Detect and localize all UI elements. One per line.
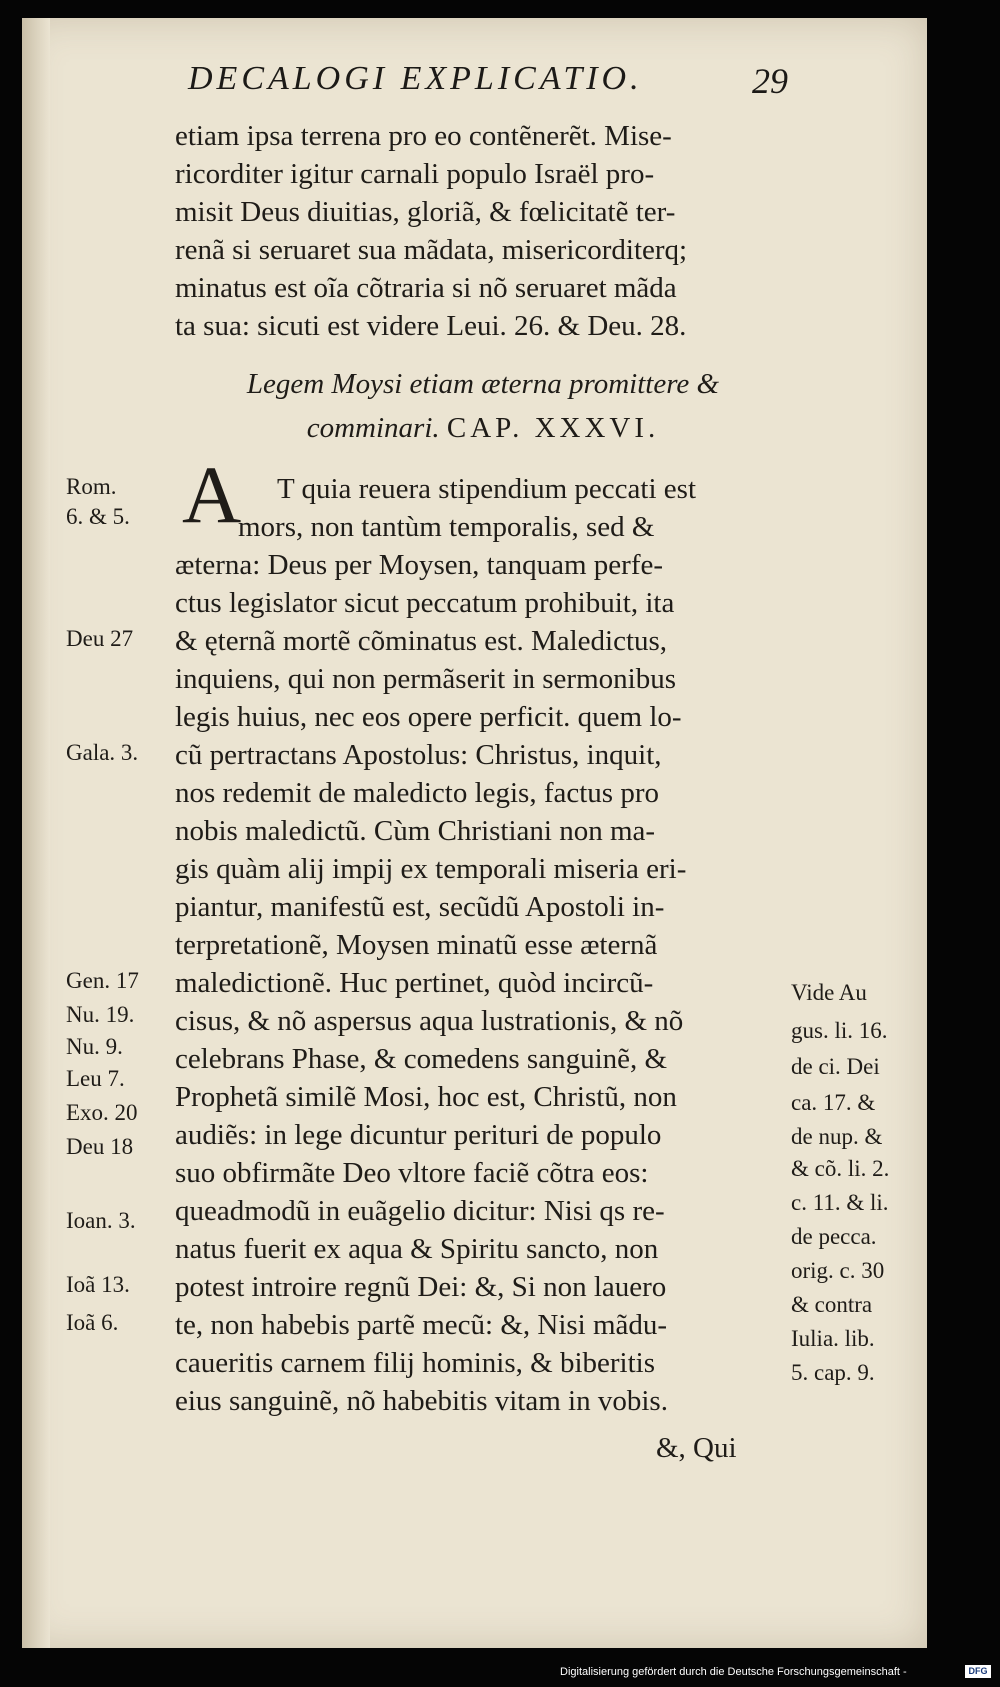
text-line: piantur, manifestũ est, secũdũ Apostoli in- (175, 891, 665, 923)
margin-note-right: de pecca. (791, 1224, 877, 1249)
margin-note-right: Iulia. lib. (791, 1326, 875, 1351)
text-line: queadmodũ in euãgelio dicitur: Nisi qs re- (175, 1195, 665, 1227)
drop-cap: A (182, 449, 242, 540)
chapter-title: Legem Moysi etiam æterna promittere & (246, 368, 720, 400)
chapter-title-line2 (178, 412, 788, 445)
text-line: celebrans Phase, & comedens sanguinẽ, & (175, 1043, 668, 1075)
text-line: legis huius, nec eos opere perficit. quem lo- (175, 701, 682, 733)
margin-ref-left: Ioã 6. (66, 1310, 119, 1335)
text-line: inquiens, qui non permãserit in sermonibus (175, 663, 676, 695)
margin-ref-left: Ioã 13. (66, 1272, 130, 1297)
text-line: maledictionẽ. Huc pertinet, quòd incircũ- (175, 967, 654, 999)
text-line: æterna: Deus per Moysen, tanquam perfe- (175, 549, 664, 581)
text-line: te, non habebis partẽ mecũ: &, Nisi mãdu- (175, 1309, 668, 1341)
margin-ref-left: 6. & 5. (66, 504, 130, 529)
text-line: gis quàm alij impij ex temporali miseria eri- (175, 853, 687, 885)
text-line: cisus, & nõ aspersus aqua lustrationis, & nõ (175, 1005, 684, 1037)
margin-note-right: de nup. & (791, 1124, 883, 1149)
text-line: mors, non tantùm temporalis, sed & (238, 511, 655, 543)
dfg-logo: DFG (965, 1665, 991, 1678)
chapter-title-end: comminari. (306, 412, 440, 444)
margin-ref-left: Nu. 9. (66, 1034, 123, 1059)
text-line: Prophetã similẽ Mosi, hoc est, Christũ, non (175, 1081, 677, 1113)
margin-note-right: de ci. Dei (791, 1054, 880, 1079)
text-line: nobis maledictũ. Cùm Christiani non ma- (175, 815, 656, 847)
margin-note-right: ca. 17. & (791, 1090, 876, 1115)
text-line: ta sua: sicuti est videre Leui. 26. & Deu. 28. (175, 310, 687, 342)
margin-note-right: & cõ. li. 2. (791, 1156, 890, 1181)
page-gutter (22, 18, 50, 1648)
margin-ref-left: Exo. 20 (66, 1100, 138, 1125)
text-line: ricorditer igitur carnali populo Israël pro- (175, 158, 655, 190)
running-head: DECALOGI EXPLICATIO. (188, 60, 643, 97)
margin-ref-left: Deu 18 (66, 1134, 134, 1159)
text-line: nos redemit de maledicto legis, factus pro (175, 777, 659, 809)
margin-ref-left: Rom. (66, 474, 117, 499)
text-line: minatus est oĩa cõtraria si nõ seruaret mãda (175, 272, 677, 304)
catchword: &, Qui (656, 1432, 737, 1464)
text-line: renã si seruaret sua mãdata, misericorditerq; (175, 234, 688, 266)
margin-note-right: c. 11. & li. (791, 1190, 889, 1215)
page-number: 29 (752, 61, 788, 101)
margin-note-right: 5. cap. 9. (791, 1360, 875, 1385)
text-line: natus fuerit ex aqua & Spiritu sancto, non (175, 1233, 659, 1265)
digitization-credit: Digitalisierung gefördert durch die Deutsche Forschungsgemeinschaft - (560, 1666, 907, 1678)
margin-note-right: orig. c. 30 (791, 1258, 885, 1283)
margin-ref-left: Nu. 19. (66, 1002, 135, 1027)
margin-note-right: Vide Au (791, 980, 867, 1005)
text-line: ctus legislator sicut peccatum prohibuit, ita (175, 587, 675, 619)
margin-ref-left: Ioan. 3. (66, 1208, 136, 1233)
text-line: suo obfirmãte Deo vltore faciẽ cõtra eos: (175, 1157, 649, 1189)
text-line: caueritis carnem filij hominis, & biberitis (175, 1347, 656, 1379)
text-line: T quia reuera stipendium peccati est (277, 473, 696, 505)
margin-ref-left: Gen. 17 (66, 968, 139, 993)
text-line: audiẽs: in lege dicuntur perituri de populo (175, 1119, 662, 1151)
text-line: etiam ipsa terrena pro eo contẽnerẽt. Mise- (175, 120, 672, 152)
margin-ref-left: Gala. 3. (66, 740, 139, 765)
text-line: & ęternã mortẽ cõminatus est. Maledictus, (175, 625, 668, 657)
margin-note-right: gus. li. 16. (791, 1018, 888, 1043)
text-line: terpretationẽ, Moysen minatũ esse æternã (175, 929, 658, 961)
text-line: misit Deus diuitias, gloriã, & fœlicitatẽ ter- (175, 196, 676, 228)
margin-ref-left: Leu 7. (66, 1066, 125, 1091)
text-line: potest introire regnũ Dei: &, Si non lauero (175, 1271, 667, 1303)
text-line: eius sanguinẽ, nõ habebitis vitam in vobis. (175, 1385, 668, 1417)
chapter-number: CAP. XXXVI. (446, 412, 660, 444)
margin-ref-left: Deu 27 (66, 626, 134, 651)
margin-note-right: & contra (791, 1292, 873, 1317)
text-line: cũ pertractans Apostolus: Christus, inquit, (175, 739, 662, 771)
